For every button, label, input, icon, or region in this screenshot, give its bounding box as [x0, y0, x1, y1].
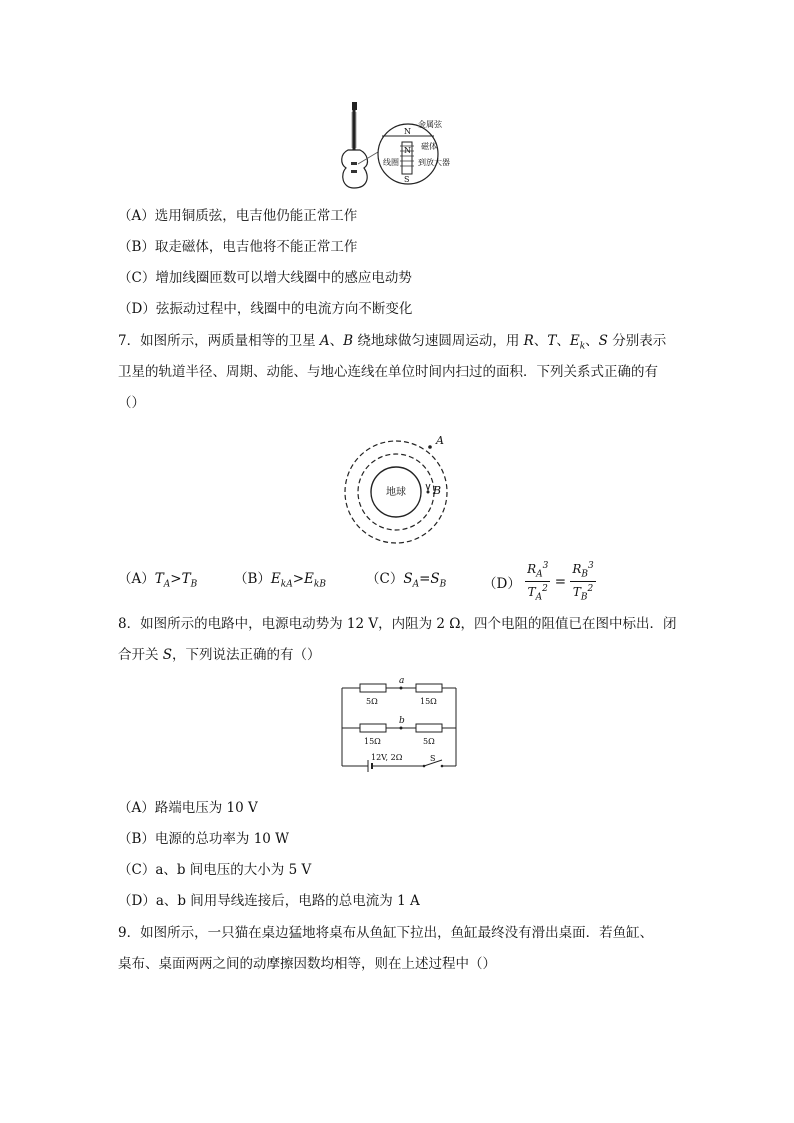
option-prefix: （D） [483, 575, 521, 592]
subscript: B [581, 569, 588, 580]
q8-option-d: （D）a、b 间用导线连接后，电路的总电流为 1 A [118, 893, 420, 909]
q7-stem-line3: （） [118, 395, 145, 411]
q7-option-b [234, 567, 326, 590]
q9-stem-line2: 桌布、桌面两两之间的动摩擦因数均相等，则在上述过程中（） [118, 956, 496, 972]
subscript: A [536, 569, 543, 580]
q8-option-b: （B）电源的总功率为 10 W [118, 831, 290, 847]
q8-stem-part-a: 合开关 [118, 647, 163, 663]
superscript: 3 [542, 561, 549, 571]
symbol-E: E [569, 333, 580, 349]
symbol-S: S [598, 333, 608, 349]
subscript: A [535, 592, 543, 603]
circuit-r1-label: 5Ω [366, 697, 378, 706]
fraction-right [570, 559, 595, 605]
option-prefix: （C） [366, 571, 404, 587]
symbol-T: T [181, 571, 191, 587]
q7-option-c [366, 567, 446, 590]
symbol-T: T [154, 571, 164, 587]
q8-option-a: （A）路端电压为 10 V [118, 800, 258, 816]
operator: > [292, 571, 305, 587]
circuit-r3-label: 15Ω [364, 737, 381, 746]
circuit-r4-label: 5Ω [423, 737, 435, 746]
guitar-label-coil: 线圈 [383, 158, 399, 167]
symbol-R: R [527, 562, 537, 576]
guitar-label-string: 金属弦 [418, 120, 442, 129]
q6-option-c: （C）增加线圈匝数可以增大线圈中的感应电动势 [118, 270, 412, 286]
q7-stem-line1 [118, 332, 666, 356]
subscript: A [163, 579, 171, 590]
q7-stem-part-a: 7．如图所示，两质量相等的卫星 [118, 333, 320, 349]
symbol-R: R [523, 333, 534, 349]
orbit-label-b: B [433, 484, 442, 497]
symbol-S: S [430, 571, 440, 587]
symbol-T: T [547, 333, 557, 349]
superscript: 3 [587, 561, 594, 571]
q9-stem-line1: 9．如图所示，一只猫在桌边猛地将桌布从鱼缸下拉出，鱼缸最终没有滑出桌面．若鱼缸、 [118, 925, 654, 941]
guitar-pickup-figure [338, 98, 458, 194]
subscript: kA [280, 579, 293, 590]
q7-options [118, 561, 678, 603]
option-prefix: （A） [118, 571, 155, 587]
subscript: B [190, 579, 198, 590]
q8-option-c: （C）a、b 间电压的大小为 5 V [118, 862, 312, 878]
symbol-B: B [343, 333, 354, 349]
symbol-T: T [527, 585, 536, 600]
circuit-node-b: b [399, 716, 405, 726]
superscript: 2 [542, 584, 548, 595]
symbol-A: A [319, 333, 330, 349]
orbit-label-a: A [436, 434, 444, 447]
q6-option-a: （A）选用铜质弦，电吉他仍能正常工作 [118, 208, 358, 224]
subscript: A [412, 579, 420, 590]
subscript: B [580, 592, 588, 603]
symbol-E: E [270, 571, 281, 587]
operator: > [170, 571, 182, 587]
circuit-source-label: 12V, 2Ω [371, 753, 403, 762]
q6-option-d: （D）弦振动过程中，线圈中的电流方向不断变化 [118, 301, 413, 317]
symbol-S: S [403, 571, 413, 587]
q7-stem-part-c: 分别表示 [607, 333, 667, 349]
subscript: B [439, 579, 447, 590]
symbol-R: R [572, 562, 582, 576]
q8-stem-line2 [118, 646, 321, 664]
operator: = [554, 573, 567, 590]
fraction-left [525, 559, 550, 605]
subscript: kB [313, 579, 326, 590]
guitar-label-n-mid: N [404, 146, 411, 155]
subscript-k: k [579, 341, 586, 352]
operator: = [419, 571, 431, 587]
symbol-S: S [162, 647, 173, 663]
circuit-r2-label: 15Ω [420, 697, 437, 706]
circuit-switch-label: S [430, 754, 436, 763]
separator: 、 [585, 333, 599, 349]
orbit-earth-label: 地球 [386, 487, 406, 498]
q7-option-a [118, 567, 197, 590]
separator: 、 [556, 333, 570, 349]
guitar-label-amp: 到放大器 [418, 158, 450, 167]
circuit-figure [338, 680, 462, 778]
guitar-label-magnet: 磁体 [421, 142, 437, 151]
q8-stem-line1: 8．如图所示的电路中，电源电动势为 12 V，内阻为 2 Ω，四个电阻的阻值已在图中标出．闭 [118, 616, 677, 632]
guitar-label-s: S [404, 175, 410, 184]
option-prefix: （B） [234, 571, 271, 587]
symbol-E: E [304, 571, 314, 587]
q7-option-d [483, 559, 596, 605]
guitar-label-n-top: N [404, 127, 411, 136]
symbol-T: T [572, 585, 581, 600]
q6-option-b: （B）取走磁体，电吉他将不能正常工作 [118, 239, 358, 255]
q7-stem-line2: 卫星的轨道半径、周期、动能、与地心连线在单位时间内扫过的面积．下列关系式正确的有 [118, 364, 658, 380]
superscript: 2 [587, 584, 594, 595]
circuit-node-a: a [399, 676, 405, 686]
separator: 、 [329, 333, 344, 349]
separator: 、 [533, 333, 548, 349]
q8-stem-part-b: ，下列说法正确的有（） [172, 647, 321, 663]
q7-stem-part-b: 绕地球做匀速圆周运动，用 [353, 333, 524, 349]
